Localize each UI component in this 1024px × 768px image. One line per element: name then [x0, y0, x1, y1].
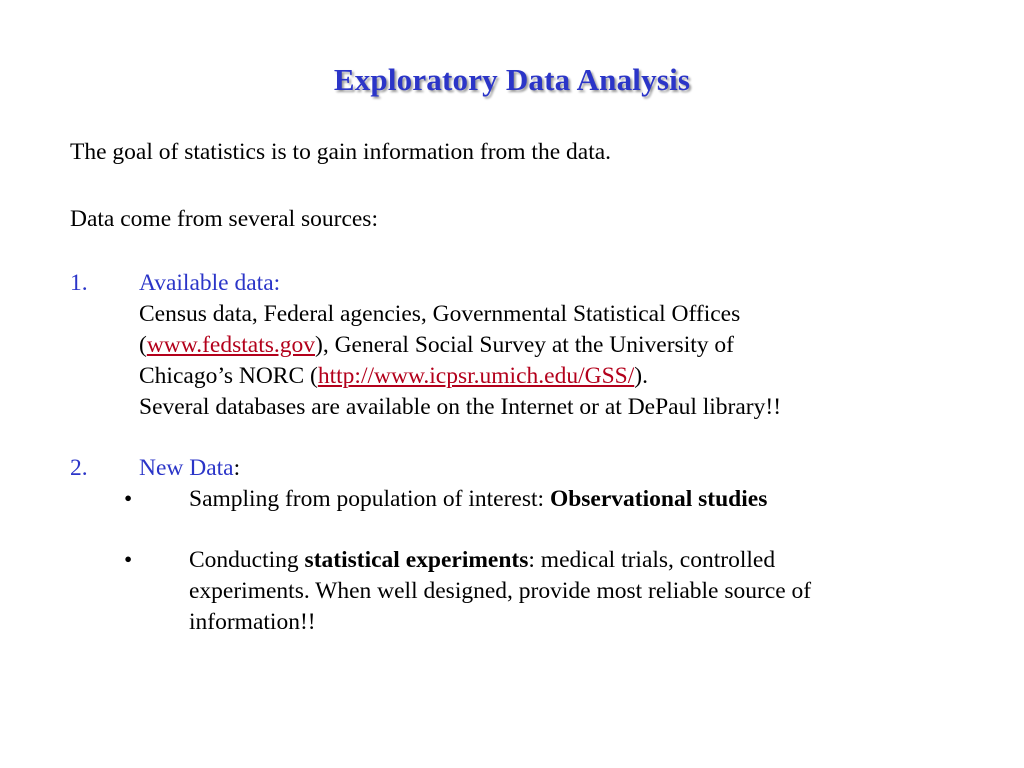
item1-line4: Several databases are available on the Internet or at DePaul library!!: [139, 394, 782, 420]
bullet2-line2: experiments. When well designed, provide most reliable source of: [189, 578, 812, 604]
bullet2-bold: statistical experiments: [304, 547, 529, 573]
item1-line1: Census data, Federal agencies, Governmental Statistical Offices: [139, 301, 741, 327]
item1-line3-pre: Chicago’s NORC (: [139, 363, 318, 389]
item2-heading-line: [139, 453, 240, 484]
intro-goal-text: The goal of statistics is to gain information from the data.: [70, 139, 612, 165]
fedstats-link[interactable]: www.fedstats.gov: [146, 332, 315, 358]
intro-sources-text: Data come from several sources:: [70, 206, 378, 232]
item2-number: 2.: [70, 455, 88, 481]
item2-heading-colon: :: [233, 455, 241, 481]
bullet1-marker: •: [124, 486, 133, 512]
bullet2-post: : medical trials, controlled: [528, 547, 776, 573]
icpsr-gss-link[interactable]: http://www.icpsr.umich.edu/GSS/: [317, 363, 635, 389]
slide-title: Exploratory Data Analysis: [333, 62, 691, 97]
item1-line2-open: (: [139, 332, 147, 358]
bullet2-pre: Conducting: [189, 547, 305, 573]
item1-line3-post: ).: [634, 363, 648, 389]
bullet2-marker: •: [124, 547, 133, 573]
item1-line3: [139, 361, 648, 392]
bullet1-pre: Sampling from population of interest:: [189, 486, 550, 512]
item2-heading: New Data: [139, 455, 234, 481]
item1-number: 1.: [70, 270, 88, 296]
bullet2-line3: information!!: [189, 609, 316, 635]
item1-line2-rest: ), General Social Survey at the University of: [315, 332, 734, 358]
item1-heading: Available data:: [139, 270, 281, 296]
bullet1-text: [189, 484, 767, 515]
item1-line2: [139, 330, 734, 361]
bullet2-line1: [189, 545, 775, 576]
bullet1-bold: Observational studies: [549, 486, 768, 512]
